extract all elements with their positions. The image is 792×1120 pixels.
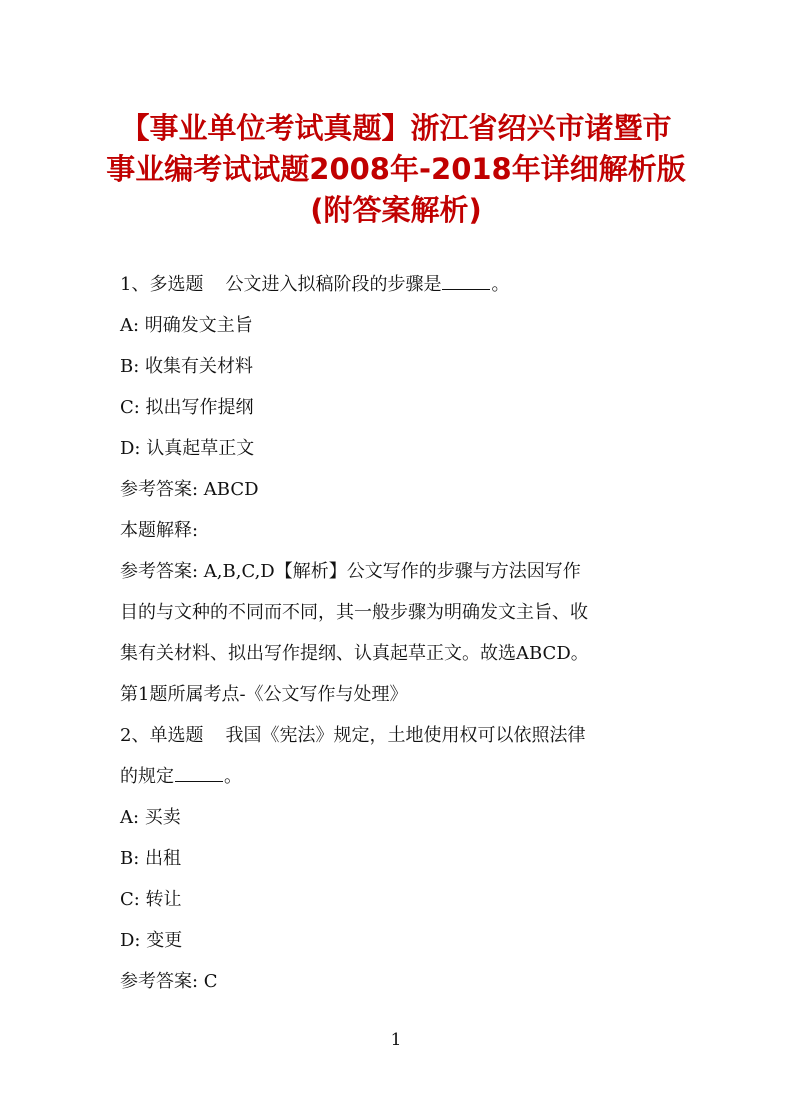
question-1-point: 第1题所属考点-《公文写作与处理》 [120,684,408,705]
question-1-option-c: C: 拟出写作提纲 [120,397,254,418]
question-2-stem-line-1 [120,715,675,756]
question-1-text: 公文进入拟稿阶段的步骤是 [225,274,442,295]
question-2-option-a: A: 买卖 [120,807,181,828]
title-line-2: 事业编考试试题2008年-2018年详细解析版 [106,152,686,186]
question-2-answer: 参考答案: C [120,971,218,992]
title-line-3: (附答案解析) [310,193,482,227]
answer-blank [175,763,223,782]
question-1-answer: 参考答案: ABCD [120,479,259,500]
question-1-stem [120,264,675,305]
title-line-1: 【事业单位考试真题】浙江省绍兴市诸暨市 [120,111,672,145]
document-title [100,108,692,231]
question-1-explain-label: 本题解释: [120,520,199,541]
question-2-stem-line-2 [120,756,675,797]
question-2-text-1: 我国《宪法》规定，土地使用权可以依照法律 [225,725,586,746]
answer-blank [442,271,490,290]
page-number: 1 [390,1030,402,1050]
question-2-text-2: 的规定 [120,766,174,787]
question-1-option-a: A: 明确发文主旨 [120,315,253,336]
document-body [120,264,675,1002]
question-2-end: 。 [224,766,242,787]
question-2-number: 2、单选题 [120,725,204,746]
question-1-number: 1、多选题 [120,274,204,295]
explanation-line-3: 集有关材料、拟出写作提纲、认真起草正文。故选ABCD。 [120,643,589,664]
question-2-option-c: C: 转让 [120,889,182,910]
question-2-option-b: B: 出租 [120,848,182,869]
explanation-line-2: 目的与文种的不同而不同，其一般步骤为明确发文主旨、收 [120,602,588,623]
explanation-line-1: 参考答案: A,B,C,D【解析】公文写作的步骤与方法因写作 [120,561,581,582]
question-2-option-d: D: 变更 [120,930,183,951]
question-1-explanation [120,551,675,674]
question-1-option-b: B: 收集有关材料 [120,356,254,377]
question-1-option-d: D: 认真起草正文 [120,438,255,459]
question-1-end: 。 [491,274,510,295]
